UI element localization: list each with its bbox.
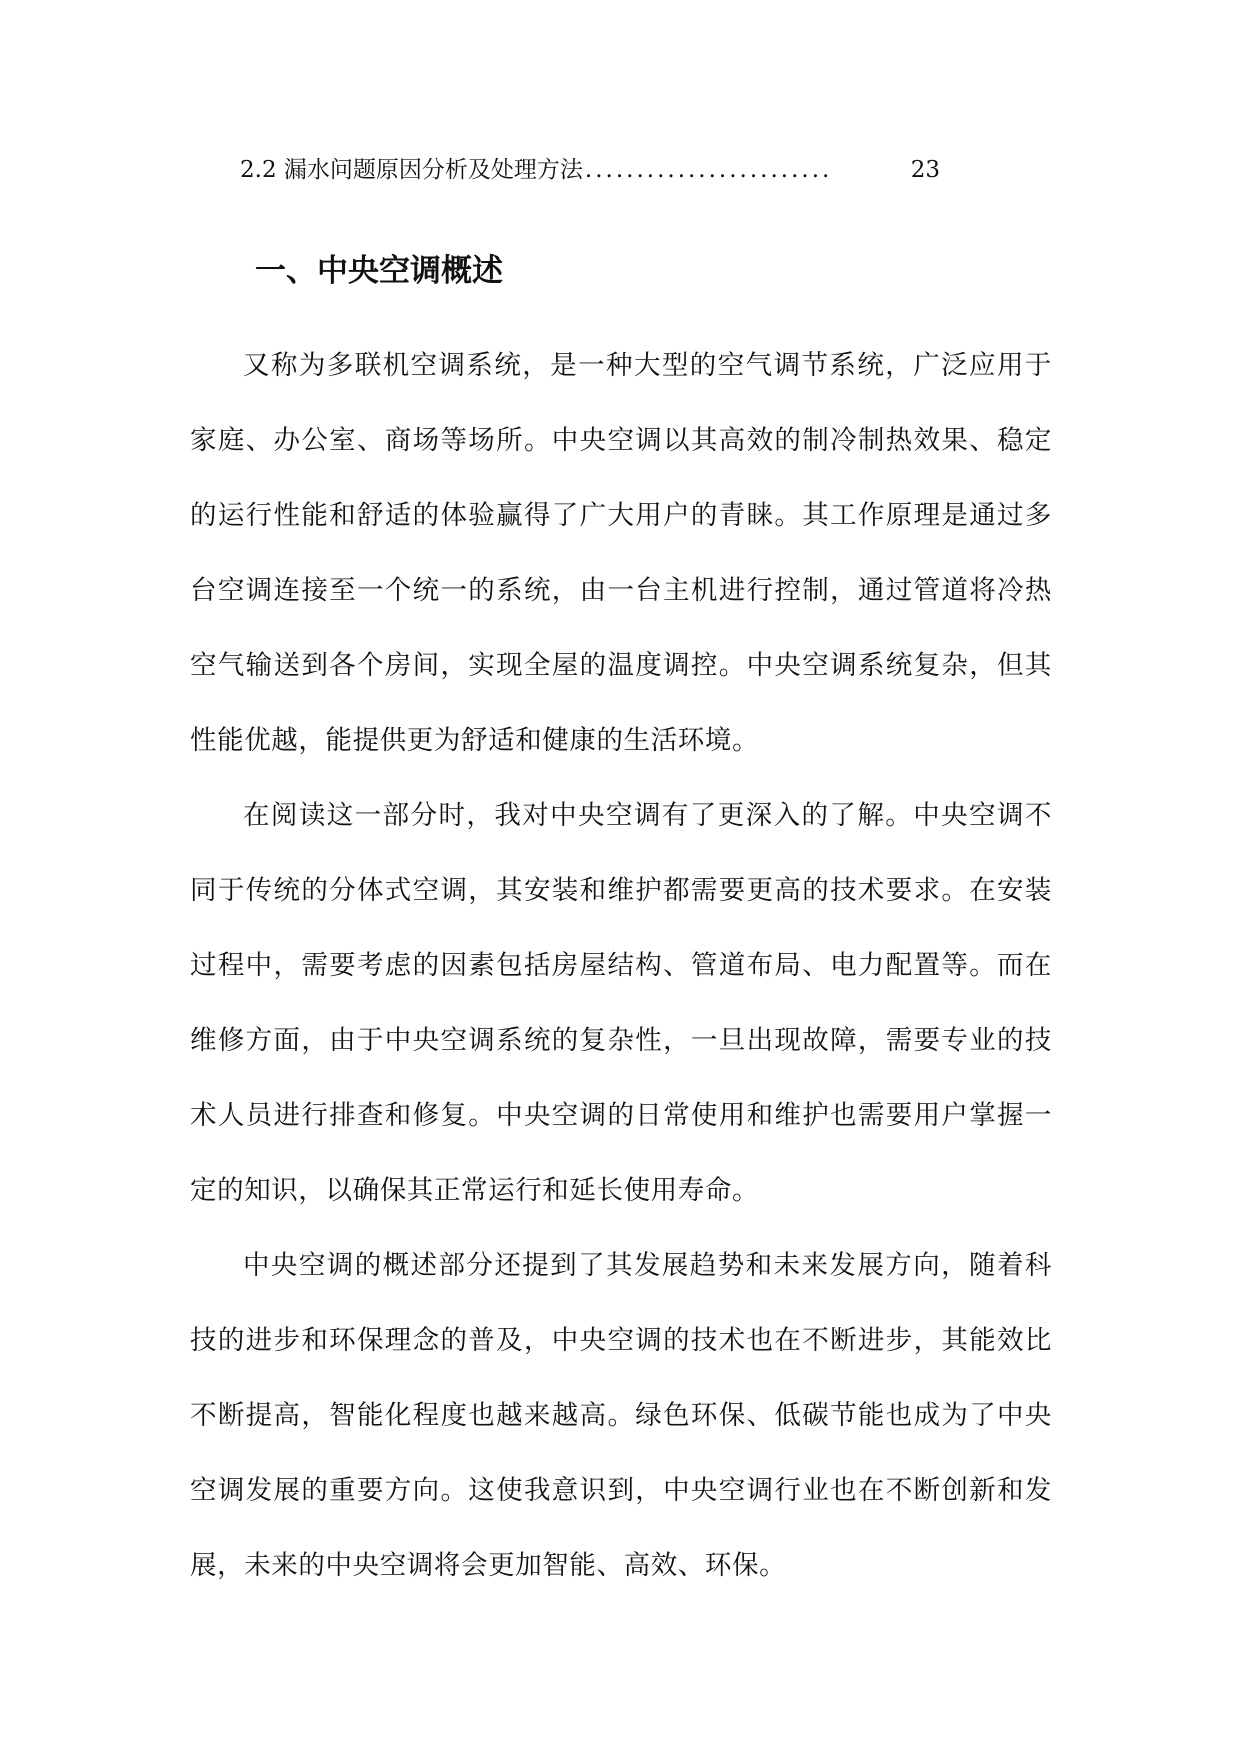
section-heading: 一、中央空调概述: [255, 253, 503, 289]
paragraph-development-trends: 中央空调的概述部分还提到了其发展趋势和未来发展方向，随着科技的进步和环保理念的普及，中央空调的技术也在不断进步，其能效比不断提高，智能化程度也越来越高。绿色环保、低碳节能也成为了中央空调发展的重要方向。这使我意识到，中央空调行业也在不断创新和发展，未来的中央空调将会更加智能、高效、环保。: [190, 1250, 1052, 1581]
paragraph-overview: 又称为多联机空调系统，是一种大型的空气调节系统，广泛应用于家庭、办公室、商场等场所。中央空调以其高效的制冷制热效果、稳定的运行性能和舒适的体验赢得了广大用户的青睐。其工作原理是通过多台空调连接至一个统一的系统，由一台主机进行控制，通过管道将冷热空气输送到各个房间，实现全屋的温度调控。中央空调系统复杂，但其性能优越，能提供更为舒适和健康的生活环境。: [190, 350, 1052, 756]
toc-leader-dots: ........................: [584, 157, 833, 183]
toc-entry[interactable]: [240, 148, 940, 192]
toc-page-number: 23: [910, 157, 940, 183]
toc-entry-label: 2.2 漏水问题原因分析及处理方法: [240, 157, 583, 183]
paragraph-reading-notes: 在阅读这一部分时，我对中央空调有了更深入的了解。中央空调不同于传统的分体式空调，其安装和维护都需要更高的技术要求。在安装过程中，需要考虑的因素包括房屋结构、管道布局、电力配置等。而在维修方面，由于中央空调系统的复杂性，一旦出现故障，需要专业的技术人员进行排查和修复。中央空调的日常使用和维护也需要用户掌握一定的知识，以确保其正常运行和延长使用寿命。: [190, 800, 1052, 1206]
section-body: [190, 328, 1052, 1603]
